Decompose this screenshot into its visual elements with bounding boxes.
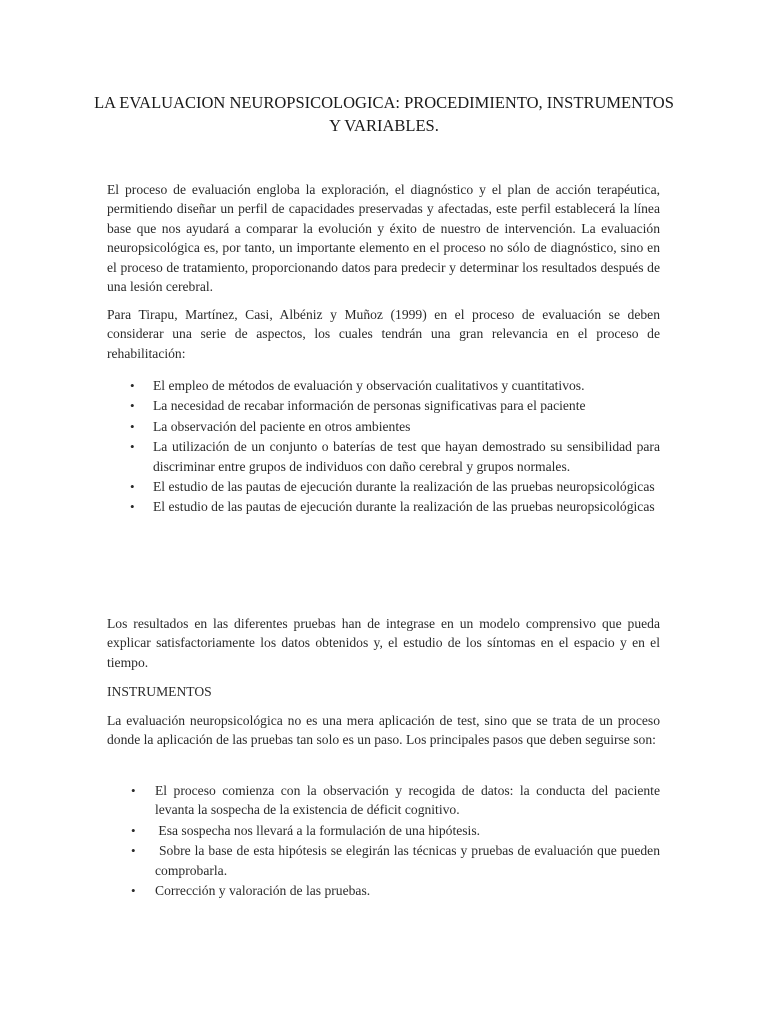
list-item: • Sobre la base de esta hipótesis se elegirán las técnicas y pruebas de evaluación que pueden comprobarla. (131, 843, 664, 878)
section-heading-instrumentos: INSTRUMENTOS (107, 684, 212, 699)
bullet-icon: • (130, 499, 135, 515)
list-item: • La utilización de un conjunto o baterías de test que hayan demostrado su sensibilidad para discriminar entre grupos de individuos con daño cerebral y grupos normales. (130, 439, 660, 474)
list-item: • El empleo de métodos de evaluación y observación cualitativos y cuantitativos. (153, 376, 660, 395)
bullet-icon: • (130, 479, 135, 495)
aspects-list (130, 376, 660, 518)
list-item: • El estudio de las pautas de ejecución durante la realización de las pruebas neuropsicológicas (153, 497, 660, 516)
instrumentos-paragraph: La evaluación neuropsicológica no es una mera aplicación de test, sino que se trata de un proceso donde la aplicación de las pruebas tan solo es un paso. Los principales pasos que deben seguirse son: (107, 713, 660, 748)
list-item: • Esa sospecha nos llevará a la formulación de una hipótesis. (155, 821, 660, 840)
bullet-icon: • (130, 439, 135, 455)
results-paragraph: Los resultados en las diferentes pruebas han de integrase en un modelo comprensivo que pueda explicar satisfactoriamente los datos obtenidos y, el estudio de los síntomas en el espacio y en el tiempo. (107, 616, 660, 670)
list-item: • La observación del paciente en otros ambientes (153, 417, 660, 436)
bullet-icon: • (131, 843, 136, 859)
document-title: LA EVALUACION NEUROPSICOLOGICA: PROCEDIMIENTO, INSTRUMENTOS Y VARIABLES. (94, 93, 674, 135)
intro-paragraph: El proceso de evaluación engloba la exploración, el diagnóstico y el plan de acción terapéutica, permitiendo diseñar un perfil de capacidades preservadas y afectadas, este perfil establecerá la línea base que nos ayudará a comparar la evolución y éxito de nuestro de intervención. La evaluación neuropsicológica es, por tanto, un importante elemento en el proceso no sólo de diagnóstico, sino en el proceso de tratamiento, proporcionando datos para predecir y determinar los resultados después de una lesión cerebral. (107, 182, 660, 295)
bullet-icon: • (130, 398, 135, 414)
steps-list (131, 781, 664, 901)
bullet-icon: • (131, 883, 136, 899)
list-item: • El proceso comienza con la observación y recogida de datos: la conducta del paciente levanta la sospecha de la existencia de déficit cognitivo. (131, 783, 660, 818)
bullet-icon: • (131, 783, 136, 798)
bullet-icon: • (130, 418, 135, 434)
bullet-icon: • (130, 378, 135, 393)
list-item: • La necesidad de recabar información de personas significativas para el paciente (153, 396, 660, 415)
list-item: • Corrección y valoración de las pruebas. (155, 881, 660, 900)
list-item: • El estudio de las pautas de ejecución durante la realización de las pruebas neuropsicológicas (153, 477, 660, 496)
bullet-icon: • (131, 822, 136, 838)
tirapu-paragraph: Para Tirapu, Martínez, Casi, Albéniz y Muñoz (1999) en el proceso de evaluación se deben considerar una serie de aspectos, los cuales tendrán una gran relevancia en el proceso de rehabilitación: (107, 307, 660, 361)
